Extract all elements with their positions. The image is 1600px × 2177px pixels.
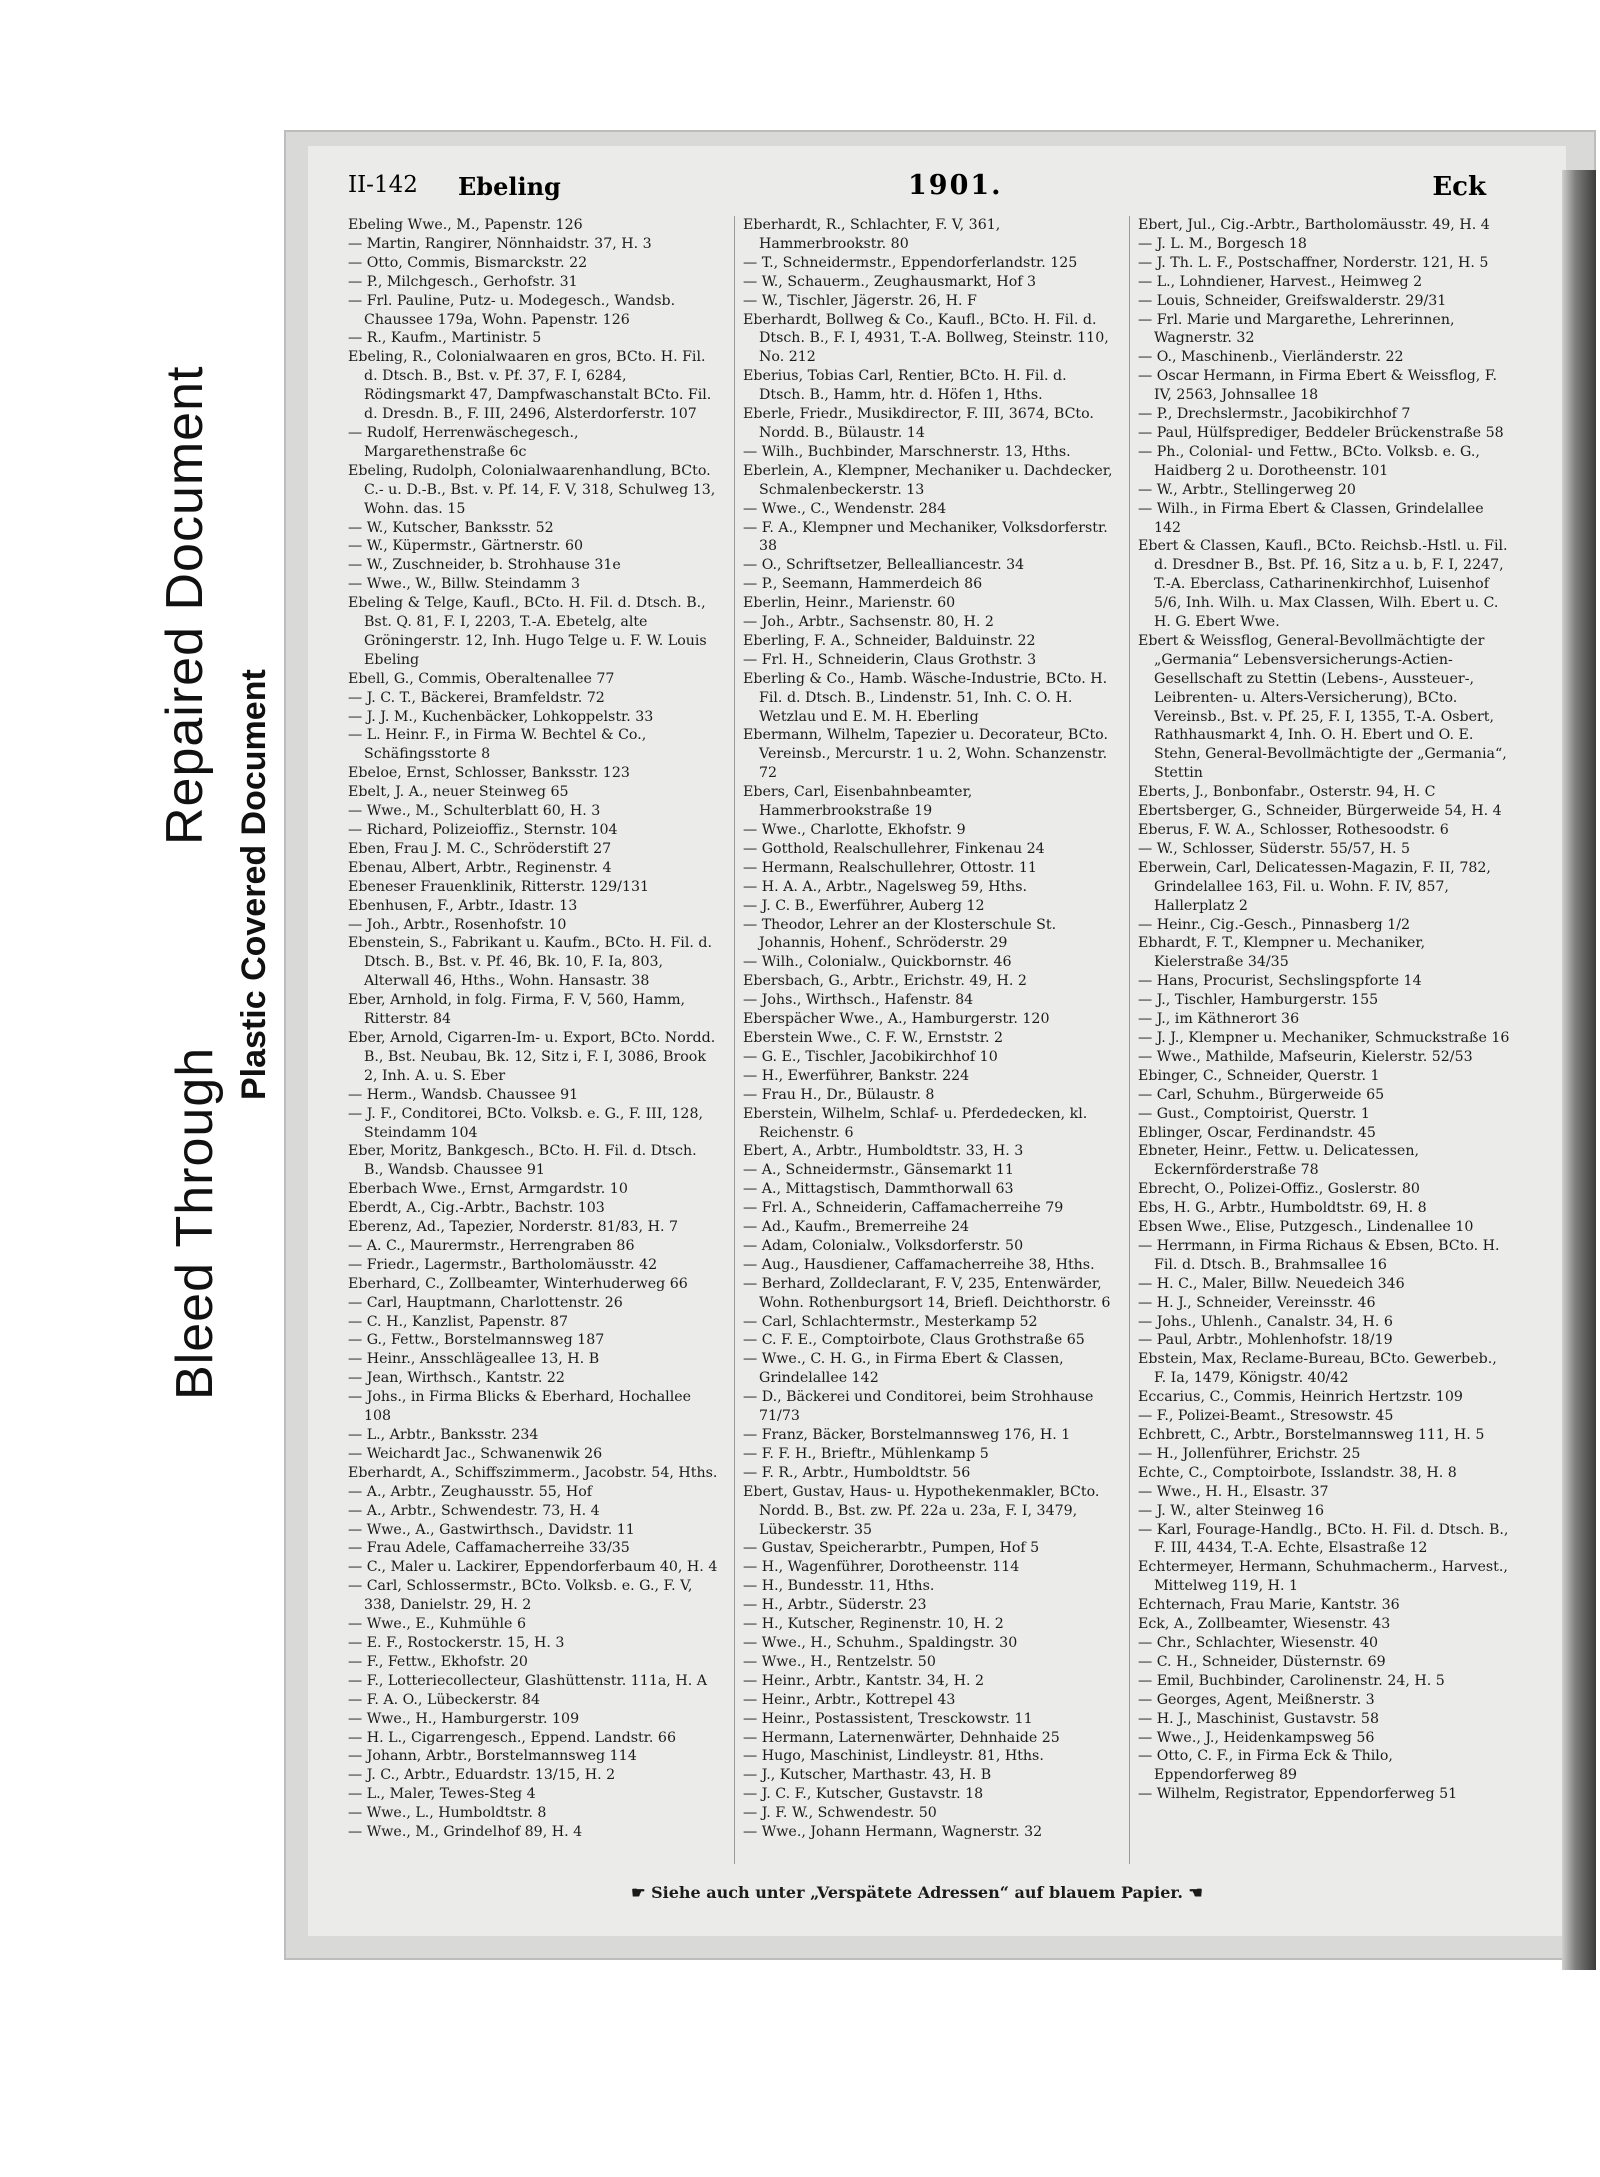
directory-entry: Eberius, Tobias Carl, Rentier, BCto. H. Fil. d. Dtsch. B., Hamm, htr. d. Höfen 1, Hths. — [743, 368, 1067, 404]
page-year: 1901. — [908, 170, 1003, 201]
directory-entry: — Wwe., H., Hamburgerstr. 109 — [348, 1710, 580, 1727]
directory-entry: — Wwe., Mathilde, Mafseurin, Kielerstr. 52/53 — [1138, 1048, 1473, 1065]
directory-entry: Ebhardt, F. T., Klempner u. Mechaniker, Kielerstraße 34/35 — [1138, 935, 1426, 971]
directory-entry: — P., Drechslermstr., Jacobikirchhof 7 — [1138, 406, 1411, 423]
directory-entry: — W., Arbtr., Stellingerweg 20 — [1138, 481, 1356, 498]
directory-entry: — F. F. H., Brieftr., Mühlenkamp 5 — [743, 1445, 989, 1462]
directory-entry: — Richard, Polizeioffiz., Sternstr. 104 — [348, 822, 618, 838]
directory-entry: — Wwe., Charlotte, Ekhofstr. 9 — [743, 822, 966, 838]
directory-entry: — W., Zuschneider, b. Strohhause 31e — [348, 557, 621, 574]
directory-entry: Eberbach Wwe., Ernst, Armgardstr. 10 — [348, 1181, 628, 1198]
directory-entry: — L., Maler, Tewes-Steg 4 — [348, 1786, 536, 1803]
directory-entry: — Wwe., M., Schulterblatt 60, H. 3 — [348, 803, 601, 820]
directory-entry: — Ph., Colonial- und Fettw., BCto. Volksb. e. G., Haidberg 2 u. Dorotheenstr. 101 — [1138, 443, 1480, 479]
directory-entry: — Wilh., Colonialw., Quickbornstr. 46 — [743, 954, 1012, 971]
directory-entry: — Hugo, Maschinist, Lindleystr. 81, Hths. — [743, 1748, 1044, 1765]
directory-entry: — J. F. W., Schwendestr. 50 — [743, 1805, 937, 1822]
directory-entry: Echte, C., Comptoirbote, Isslandstr. 38, H. 8 — [1138, 1464, 1457, 1481]
directory-entry: — P., Milchgesch., Gerhofstr. 31 — [348, 273, 578, 290]
directory-entry: — Frau Adele, Caffamacherreihe 33/35 — [348, 1540, 630, 1557]
directory-entry: — Wwe., C. H. G., in Firma Ebert & Classen, Grindelallee 142 — [743, 1351, 1064, 1387]
directory-entry: — Karl, Fourage-Handlg., BCto. H. Fil. d. Dtsch. B., F. III, 4434, T.-A. Echte, Elsastraße 12 — [1138, 1521, 1509, 1557]
directory-entry: — Emil, Buchbinder, Carolinenstr. 24, H. 5 — [1138, 1672, 1445, 1689]
directory-entry: — J. J., Klempner u. Mechaniker, Schmuckstraße 16 — [1138, 1029, 1510, 1046]
directory-entry: — Hermann, Laternenwärter, Dehnhaide 25 — [743, 1729, 1060, 1746]
directory-entry: Eberhardt, R., Schlachter, F. V, 361, Hammerbrookstr. 80 — [743, 217, 1001, 252]
directory-entry: Ebell, G., Commis, Oberaltenallee 77 — [348, 670, 615, 687]
directory-entry: Eber, Arnhold, in folg. Firma, F. V, 560, Hamm, Ritterstr. 84 — [348, 992, 686, 1028]
directory-entry: — A., Schneidermstr., Gänsemarkt 11 — [743, 1162, 1014, 1179]
directory-entry: Ebenstein, S., Fabrikant u. Kaufm., BCto. H. Fil. d. Dtsch. B., Bst. v. Pf. 46, Bk. 10, F. Ia, 803, Alterwall 46, Hths., Wohn. Hansastr. 38 — [348, 935, 712, 990]
directory-entry: Eben, Frau J. M. C., Schröderstift 27 — [348, 840, 612, 857]
directory-entry: — Oscar Hermann, in Firma Ebert & Weissflog, F. IV, 2563, Johnsallee 18 — [1138, 368, 1497, 404]
directory-entry: — C. H., Schneider, Düsternstr. 69 — [1138, 1653, 1386, 1670]
directory-entry: — Wwe., J., Heidenkampsweg 56 — [1138, 1729, 1375, 1746]
directory-entry: — Gust., Comptoirist, Querstr. 1 — [1138, 1105, 1370, 1122]
directory-entry: — Rudolf, Herrenwäschegesch., Margarethenstraße 6c — [348, 424, 579, 460]
directory-entry: — Paul, Arbtr., Mohlenhofstr. 18/19 — [1138, 1332, 1393, 1349]
directory-entry: — Otto, Commis, Bismarckstr. 22 — [348, 254, 588, 271]
directory-entry: — C., Maler u. Lackirer, Eppendorferbaum 40, H. 4 — [348, 1559, 718, 1576]
directory-entry: — Johs., in Firma Blicks & Eberhard, Hochallee 108 — [348, 1389, 692, 1425]
directory-entry: — F., Fettw., Ekhofstr. 20 — [348, 1653, 528, 1670]
directory-entry: — R., Kaufm., Martinistr. 5 — [348, 330, 542, 347]
directory-entry: — Georges, Agent, Meißnerstr. 3 — [1138, 1691, 1375, 1708]
directory-entry: Eccarius, C., Commis, Heinrich Hertzstr. 109 — [1138, 1389, 1463, 1406]
directory-entry: — Ad., Kaufm., Bremerreihe 24 — [743, 1219, 970, 1236]
directory-entry: — T., Schneidermstr., Eppendorferlandstr. 125 — [743, 254, 1078, 271]
scan-condition-labels — [0, 0, 300, 2177]
directory-entry: Ebeloe, Ernst, Schlosser, Banksstr. 123 — [348, 765, 630, 782]
directory-entry: — Wwe., C., Wendenstr. 284 — [743, 500, 947, 517]
directory-entry: Ebert, Gustav, Haus- u. Hypothekenmakler, BCto. Nordd. B., Bst. zw. Pf. 22a u. 23a, F. I, 3479, Lübeckerstr. 35 — [743, 1483, 1100, 1538]
directory-entry: Echbrett, C., Arbtr., Borstelmannsweg 111, H. 5 — [1138, 1427, 1485, 1443]
directory-entry: — Jean, Wirthsch., Kantstr. 22 — [348, 1370, 565, 1387]
directory-entry: Eberling & Co., Hamb. Wäsche-Industrie, BCto. H. Fil. d. Dtsch. B., Lindenstr. 51, Inh. C. O. H. Wetzlau und E. M. H. Eberling — [743, 670, 1108, 725]
directory-entry: Eberts, J., Bonbonfabr., Osterstr. 94, H. C — [1138, 784, 1436, 801]
directory-entry: — Wwe., Johann Hermann, Wagnerstr. 32 — [743, 1824, 1043, 1841]
directory-entry: — J. W., alter Steinweg 16 — [1138, 1502, 1324, 1519]
directory-entry: — L., Arbtr., Banksstr. 234 — [348, 1427, 539, 1443]
directory-entry: — Weichardt Jac., Schwanenwik 26 — [348, 1445, 603, 1462]
directory-entry: — Frl. H., Schneiderin, Claus Grothstr. 3 — [743, 651, 1037, 668]
directory-entry: Ebenau, Albert, Arbtr., Reginenstr. 4 — [348, 859, 612, 876]
directory-entry: — W., Tischler, Jägerstr. 26, H. F — [743, 292, 977, 309]
directory-entry: — Frau H., Dr., Bülaustr. 8 — [743, 1086, 935, 1103]
directory-entry: — Wilhelm, Registrator, Eppendorferweg 51 — [1138, 1786, 1458, 1803]
directory-entry: — F., Lotteriecollecteur, Glashüttenstr. 111a, H. A — [348, 1672, 707, 1689]
directory-entry: — Louis, Schneider, Greifswalderstr. 29/31 — [1138, 292, 1447, 309]
directory-entry: Echternach, Frau Marie, Kantstr. 36 — [1138, 1597, 1400, 1614]
directory-entry: Eberhard, C., Zollbeamter, Winterhuderweg 66 — [348, 1275, 688, 1292]
directory-entry: — E. F., Rostockerstr. 15, H. 3 — [348, 1634, 565, 1651]
directory-entry: — J. C. T., Bäckerei, Bramfeldstr. 72 — [348, 689, 605, 706]
directory-entry: — Wilh., in Firma Ebert & Classen, Grindelallee 142 — [1138, 500, 1484, 536]
directory-entry: — J. F., Conditorei, BCto. Volksb. e. G., F. III, 128, Steindamm 104 — [348, 1105, 703, 1141]
directory-entry: — Joh., Arbtr., Sachsenstr. 80, H. 2 — [743, 614, 994, 631]
directory-entry: — Frl. Marie und Margarethe, Lehrerinnen, Wagnerstr. 32 — [1138, 311, 1455, 347]
directory-entry: — Johann, Arbtr., Borstelmannsweg 114 — [348, 1748, 637, 1765]
directory-entry: — Wwe., H. H., Elsastr. 37 — [1138, 1483, 1329, 1500]
directory-entry: — F. R., Arbtr., Humboldtstr. 56 — [743, 1464, 971, 1481]
directory-entry: Ebers, Carl, Eisenbahnbeamter, Hammerbrookstraße 19 — [743, 784, 973, 820]
directory-entry: — H., Wagenführer, Dorotheenstr. 114 — [743, 1559, 1020, 1576]
directory-entry: Eberus, F. W. A., Schlosser, Rothesoodstr. 6 — [1138, 822, 1449, 838]
directory-entry: — H. C., Maler, Billw. Neuedeich 346 — [1138, 1275, 1405, 1292]
page-paper — [308, 146, 1566, 1936]
directory-entry: — Otto, C. F., in Firma Eck & Thilo, Eppendorferweg 89 — [1138, 1748, 1393, 1784]
directory-entry: — A., Arbtr., Zeughausstr. 55, Hof — [348, 1483, 592, 1500]
directory-entry: — J., im Käthnerort 36 — [1138, 1011, 1300, 1028]
directory-entry: — Wwe., H., Rentzelstr. 50 — [743, 1653, 936, 1670]
directory-entry: — Hermann, Realschullehrer, Ottostr. 11 — [743, 859, 1037, 876]
directory-entry: Eberhardt, Bollweg & Co., Kaufl., BCto. H. Fil. d. Dtsch. B., F. I, 4931, T.-A. Bollweg, Steinstr. 110, No. 212 — [743, 311, 1109, 366]
directory-entry: — Gotthold, Realschullehrer, Finkenau 24 — [743, 840, 1045, 857]
directory-entry: Ebinger, C., Schneider, Querstr. 1 — [1138, 1067, 1380, 1084]
directory-entry: Echtermeyer, Hermann, Schuhmacherm., Harvest., Mittelweg 119, H. 1 — [1138, 1559, 1508, 1595]
directory-entry: Ebrecht, O., Polizei-Offiz., Goslerstr. 80 — [1138, 1181, 1420, 1198]
directory-entry: — Wwe., A., Gastwirthsch., Davidstr. 11 — [348, 1521, 635, 1538]
directory-entry: — Franz, Bäcker, Borstelmannsweg 176, H. 1 — [743, 1427, 1071, 1443]
left-keyword: Ebeling — [458, 172, 561, 201]
directory-entry: Eck, A., Zollbeamter, Wiesenstr. 43 — [1138, 1616, 1391, 1633]
directory-entry: — P., Seemann, Hammerdeich 86 — [743, 576, 983, 593]
directory-entry: — F., Polizei-Beamt., Stresowstr. 45 — [1138, 1408, 1394, 1425]
directory-entry: Ebert & Weissflog, General-Bevollmächtigte der „Germania“ Lebensversicherungs-Actien-Gesellschaft zu Stettin (Lebens-, Aussteuer-, Leibrenten- u. Alters-Versicherung), BCto. Vereinsb., Bst. v. Pf. 25, F. I, 1355, T.-A. Osbert, Rathhausmarkt 4, Inh. O. H. Ebert und O. E. Stehn, General-Bevollmächtigte der „Germania“, Stettin — [1138, 632, 1507, 782]
directory-entry: — O., Maschinenb., Vierländerstr. 22 — [1138, 349, 1404, 366]
scanned-page — [284, 130, 1596, 1960]
directory-entry: — Carl, Hauptmann, Charlottenstr. 26 — [348, 1294, 623, 1311]
directory-entry: — Aug., Hausdiener, Caffamacherreihe 38, Hths. — [743, 1256, 1095, 1273]
directory-entry: — Heinr., Arbtr., Kottrepel 43 — [743, 1691, 956, 1708]
right-keyword: Eck — [1432, 172, 1486, 202]
directory-entry: — W., Küpermstr., Gärtnerstr. 60 — [348, 538, 584, 555]
directory-entry: — Heinr., Arbtr., Kantstr. 34, H. 2 — [743, 1672, 985, 1689]
directory-entry: — J., Kutscher, Marthastr. 43, H. B — [743, 1767, 992, 1784]
directory-entry: Ebeling, Rudolph, Colonialwaarenhandlung, BCto. C.- u. D.-B., Bst. v. Pf. 14, F. V, 318, Schulweg 13, Wohn. das. 15 — [348, 462, 716, 517]
directory-entry: Ebenhusen, F., Arbtr., Idastr. 13 — [348, 897, 578, 914]
directory-entry: — A. C., Maurermstr., Herrengraben 86 — [348, 1237, 635, 1254]
directory-entry: — Carl, Schuhm., Bürgerweide 65 — [1138, 1086, 1385, 1103]
directory-entry: — Berhard, Zolldeclarant, F. V, 235, Entenwärder, Wohn. Rothenburgsort 14, Briefl. Deichthorstr. 6 — [743, 1275, 1111, 1311]
directory-entry: — G. E., Tischler, Jacobikirchhof 10 — [743, 1048, 998, 1065]
directory-entry: — Johs., Wirthsch., Hafenstr. 84 — [743, 992, 974, 1009]
directory-entry: Eberdt, A., Cig.-Arbtr., Bachstr. 103 — [348, 1200, 605, 1217]
directory-entry: — H., Ewerführer, Bankstr. 224 — [743, 1067, 970, 1084]
directory-entry: — Adam, Colonialw., Volksdorferstr. 50 — [743, 1237, 1024, 1254]
directory-entry: Ebeling & Telge, Kaufl., BCto. H. Fil. d. Dtsch. B., Bst. Q. 81, F. I, 2203, T.-A. Ebetelg, alte Gröningerstr. 12, Inh. Hugo Telge u. F. W. Louis Ebeling — [348, 595, 707, 668]
directory-entry: Eberwein, Carl, Delicatessen-Magazin, F. II, 782, Grindelallee 163, Fil. u. Wohn. F. IV, 857, Hallerplatz 2 — [1138, 859, 1491, 914]
directory-entry: Eberspächer Wwe., A., Hamburgerstr. 120 — [743, 1011, 1050, 1028]
directory-entry: — W., Schauerm., Zeughausmarkt, Hof 3 — [743, 273, 1037, 290]
directory-entry: Ebeling, R., Colonialwaaren en gros, BCto. H. Fil. d. Dtsch. B., Bst. v. Pf. 37, F. I, 6284, Rödingsmarkt 47, Dampfwaschanstalt BCto. Fil. d. Dresdn. B., F. III, 2496, Alsterdorferstr. 107 — [348, 349, 712, 423]
directory-entry: Ebert, Jul., Cig.-Arbtr., Bartholomäusstr. 49, H. 4 — [1138, 217, 1490, 233]
directory-entry: — Heinr., Postassistent, Tresckowstr. 11 — [743, 1710, 1033, 1727]
directory-entry: — H. A. A., Arbtr., Nagelsweg 59, Hths. — [743, 878, 1028, 895]
directory-entry: Ebstein, Max, Reclame-Bureau, BCto. Gewerbeb., F. Ia, 1479, Königstr. 40/42 — [1138, 1351, 1497, 1387]
directory-entry: — Herm., Wandsb. Chaussee 91 — [348, 1086, 579, 1103]
directory-entry: — G., Fettw., Borstelmannsweg 187 — [348, 1332, 605, 1349]
directory-entry: — Gustav, Speicherarbtr., Pumpen, Hof 5 — [743, 1540, 1040, 1557]
directory-entry: Ebert, A., Arbtr., Humboldtstr. 33, H. 3 — [743, 1143, 1024, 1160]
directory-entry: — Johs., Uhlenh., Canalstr. 34, H. 6 — [1138, 1313, 1393, 1330]
directory-entry: Eberstein, Wilhelm, Schlaf- u. Pferdedecken, kl. Reichenstr. 6 — [743, 1105, 1088, 1141]
directory-entry: — O., Schriftsetzer, Bellealliancestr. 34 — [743, 557, 1025, 574]
directory-entry: — H., Arbtr., Süderstr. 23 — [743, 1597, 927, 1614]
directory-column-2 — [734, 216, 1115, 1864]
page-edge-shadow — [1562, 170, 1596, 1970]
directory-entry: — J. C., Arbtr., Eduardstr. 13/15, H. 2 — [348, 1767, 616, 1784]
directory-entry: — Paul, Hülfsprediger, Beddeler Brückenstraße 58 — [1138, 424, 1504, 441]
directory-entry: Ebs, H. G., Arbtr., Humboldtstr. 69, H. 8 — [1138, 1200, 1427, 1217]
directory-entry: — A., Mittagstisch, Dammthorwall 63 — [743, 1181, 1014, 1198]
directory-column-1 — [348, 216, 720, 1864]
directory-entry: — J. C. B., Ewerführer, Auberg 12 — [743, 897, 985, 914]
directory-entry: — C. H., Kanzlist, Papenstr. 87 — [348, 1313, 568, 1330]
directory-entry: Eberlin, Heinr., Marienstr. 60 — [743, 595, 956, 612]
bleed-through-label: Bleed Through — [166, 1046, 224, 1400]
directory-entry: Ebertsberger, G., Schneider, Bürgerweide 54, H. 4 — [1138, 803, 1502, 820]
directory-entry: — Frl. Pauline, Putz- u. Modegesch., Wandsb. Chaussee 179a, Wohn. Papenstr. 126 — [348, 292, 676, 328]
directory-entry: — Joh., Arbtr., Rosenhofstr. 10 — [348, 916, 567, 933]
plastic-covered-label: Plastic Covered Document — [235, 669, 273, 1100]
directory-entry: — Friedr., Lagermstr., Bartholomäusstr. 42 — [348, 1256, 658, 1273]
directory-entry: — Herrmann, in Firma Richaus & Ebsen, BCto. H. Fil. d. Dtsch. B., Brahmsallee 16 — [1138, 1237, 1500, 1273]
directory-entry: Ebersbach, G., Arbtr., Erichstr. 49, H. 2 — [743, 973, 1027, 990]
directory-entry: — Wilh., Buchbinder, Marschnerstr. 13, Hths. — [743, 443, 1071, 460]
directory-entry: Eber, Arnold, Cigarren-Im- u. Export, BCto. Nordd. B., Bst. Neubau, Bk. 12, Sitz i, F. I, 3086, Brook 2, Inh. A. u. S. Eber — [348, 1029, 716, 1084]
directory-entry: — J. J. M., Kuchenbäcker, Lohkoppelstr. 33 — [348, 708, 654, 725]
directory-entry: — Wwe., E., Kuhmühle 6 — [348, 1616, 526, 1633]
directory-entry: — F. A., Klempner und Mechaniker, Volksdorferstr. 38 — [743, 519, 1108, 555]
directory-entry: — W., Kutscher, Banksstr. 52 — [348, 519, 554, 536]
directory-entry: Ebneter, Heinr., Fettw. u. Delicatessen, Eckernförderstraße 78 — [1138, 1143, 1419, 1179]
directory-entry: — L., Lohndiener, Harvest., Heimweg 2 — [1138, 273, 1423, 290]
directory-entry: — Wwe., H., Schuhm., Spaldingstr. 30 — [743, 1634, 1018, 1651]
directory-entry: Ebeling Wwe., M., Papenstr. 126 — [348, 217, 583, 233]
directory-entry: Eber, Moritz, Bankgesch., BCto. H. Fil. d. Dtsch. B., Wandsb. Chaussee 91 — [348, 1143, 697, 1179]
directory-entry: — Chr., Schlachter, Wiesenstr. 40 — [1138, 1634, 1379, 1651]
directory-entry: Eberhardt, A., Schiffszimmerm., Jacobstr. 54, Hths. — [348, 1464, 718, 1481]
directory-entry: Ebeneser Frauenklinik, Ritterstr. 129/131 — [348, 878, 650, 895]
directory-entry: — Carl, Schlachtermstr., Mesterkamp 52 — [743, 1313, 1038, 1330]
repaired-document-label: Repaired Document — [156, 365, 214, 845]
directory-entry: Eblinger, Oscar, Ferdinandstr. 45 — [1138, 1124, 1376, 1141]
directory-entry: — H. L., Cigarrengesch., Eppend. Landstr. 66 — [348, 1729, 676, 1746]
directory-entry: — Theodor, Lehrer an der Klosterschule St. Johannis, Hohenf., Schröderstr. 29 — [743, 916, 1057, 952]
directory-entry: — Wwe., L., Humboldtstr. 8 — [348, 1805, 547, 1822]
directory-entry: Ebsen Wwe., Elise, Putzgesch., Lindenallee 10 — [1138, 1219, 1474, 1236]
directory-entry: — H., Kutscher, Reginenstr. 10, H. 2 — [743, 1616, 1004, 1633]
directory-columns — [348, 216, 1510, 1864]
directory-entry: — Wwe., M., Grindelhof 89, H. 4 — [348, 1824, 583, 1841]
directory-entry: — L. Heinr. F., in Firma W. Bechtel & Co., Schäfingsstorte 8 — [348, 727, 647, 763]
directory-entry: Eberlein, A., Klempner, Mechaniker u. Dachdecker, Schmalenbeckerstr. 13 — [743, 462, 1113, 498]
directory-entry: — H. J., Maschinist, Gustavstr. 58 — [1138, 1710, 1379, 1727]
directory-entry: — Wwe., W., Billw. Steindamm 3 — [348, 576, 580, 593]
directory-entry: Eberstein Wwe., C. F. W., Ernststr. 2 — [743, 1029, 1003, 1046]
directory-entry: — A., Arbtr., Schwendestr. 73, H. 4 — [348, 1502, 600, 1519]
directory-entry: Ebelt, J. A., neuer Steinweg 65 — [348, 784, 569, 801]
directory-entry: — D., Bäckerei und Conditorei, beim Strohhause 71/73 — [743, 1389, 1094, 1425]
directory-entry: — J., Tischler, Hamburgerstr. 155 — [1138, 992, 1379, 1009]
directory-entry: — J. Th. L. F., Postschaffner, Norderstr. 121, H. 5 — [1138, 254, 1489, 271]
directory-entry: Eberenz, Ad., Tapezier, Norderstr. 81/83, H. 7 — [348, 1219, 678, 1236]
directory-entry: Ebert & Classen, Kaufl., BCto. Reichsb.-Hstl. u. Fil. d. Dresdner B., Bst. Pf. 16, Sitz a u. b, F. I, 2247, T.-A. Eberclass, Catharinenkirchhof, Luisenhof 5/6, Inh. Wilh. u. Max Classen, Wilh. Ebert u. C. H. G. Ebert Wwe. — [1138, 538, 1508, 631]
directory-entry: — Heinr., Cig.-Gesch., Pinnasberg 1/2 — [1138, 916, 1411, 933]
directory-entry: — H., Bundesstr. 11, Hths. — [743, 1578, 935, 1595]
directory-entry: — C. F. E., Comptoirbote, Claus Grothstraße 65 — [743, 1332, 1085, 1349]
directory-entry: — J. C. F., Kutscher, Gustavstr. 18 — [743, 1786, 984, 1803]
directory-entry: — Hans, Procurist, Sechslingspforte 14 — [1138, 973, 1422, 990]
directory-entry: Eberling, F. A., Schneider, Balduinstr. 22 — [743, 632, 1036, 649]
directory-entry: — Martin, Rangirer, Nönnhaidstr. 37, H. 3 — [348, 235, 652, 252]
footer-note: ☛ Siehe auch unter „Verspätete Adressen“ auf blauem Papier. ☚ — [631, 1883, 1203, 1902]
page-number: II-142 — [348, 172, 418, 198]
directory-entry: — W., Schlosser, Süderstr. 55/57, H. 5 — [1138, 840, 1411, 857]
directory-entry: — H., Jollenführer, Erichstr. 25 — [1138, 1445, 1361, 1462]
directory-entry: — H. J., Schneider, Vereinsstr. 46 — [1138, 1294, 1376, 1311]
directory-entry: — J. L. M., Borgesch 18 — [1138, 235, 1307, 252]
directory-entry: — Carl, Schlossermstr., BCto. Volksb. e. G., F. V, 338, Danielstr. 29, H. 2 — [348, 1578, 693, 1614]
page-header — [348, 166, 1506, 212]
directory-entry: Ebermann, Wilhelm, Tapezier u. Decorateur, BCto. Vereinsb., Mercurstr. 1 u. 2, Wohn. Schanzenstr. 72 — [743, 727, 1108, 782]
directory-entry: — Heinr., Ansschlägeallee 13, H. B — [348, 1351, 600, 1368]
directory-entry: Eberle, Friedr., Musikdirector, F. III, 3674, BCto. Nordd. B., Bülaustr. 14 — [743, 406, 1094, 441]
directory-entry: — F. A. O., Lübeckerstr. 84 — [348, 1691, 540, 1708]
directory-entry: — Frl. A., Schneiderin, Caffamacherreihe 79 — [743, 1200, 1064, 1217]
directory-column-3 — [1129, 216, 1510, 1864]
